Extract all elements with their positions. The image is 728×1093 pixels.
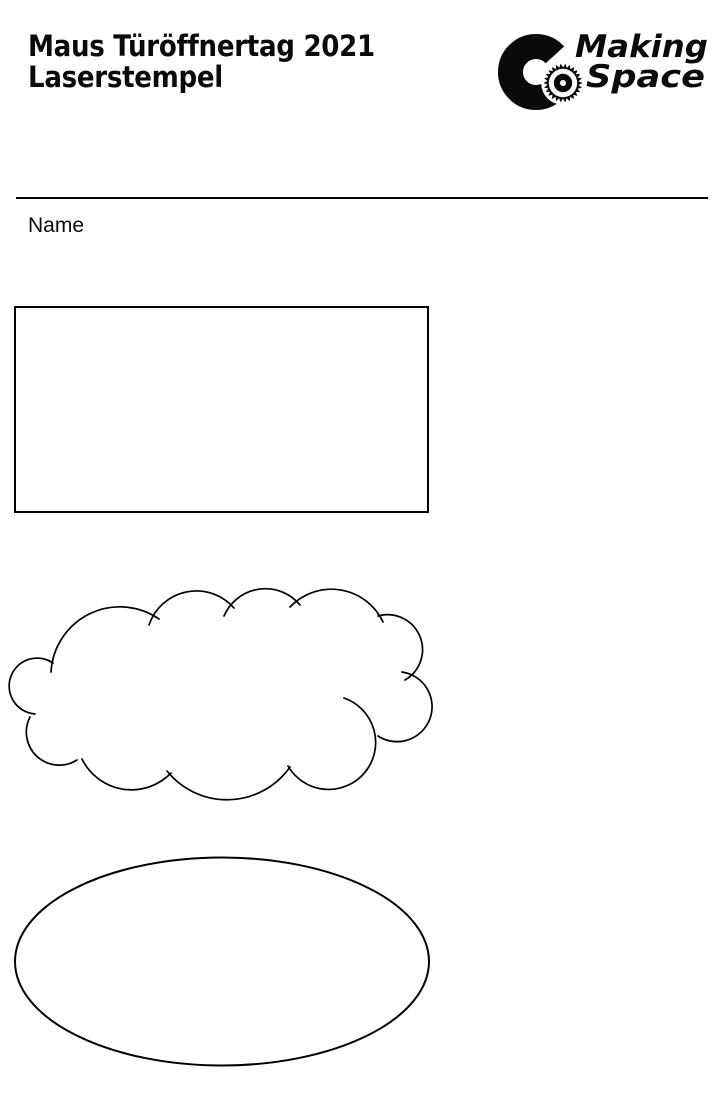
stamp-shape-ellipse bbox=[0, 845, 445, 1080]
comaking-space-logo-svg bbox=[494, 22, 714, 114]
logo-word-space: Space bbox=[586, 59, 705, 95]
title-line-1: Maus Türöffnertag 2021 bbox=[28, 29, 375, 63]
gear-icon-center-hole bbox=[560, 80, 566, 86]
page-title bbox=[28, 31, 375, 93]
name-label: Name bbox=[28, 214, 85, 237]
cloud-outline bbox=[9, 589, 432, 800]
ellipse-outline bbox=[15, 858, 429, 1066]
logo-word-making: Making bbox=[575, 29, 708, 65]
comaking-space-logo bbox=[494, 22, 714, 114]
stamp-shape-cloud bbox=[0, 580, 445, 810]
header-divider bbox=[16, 197, 708, 199]
stamp-shape-rectangle bbox=[14, 306, 429, 513]
title-line-2: Laserstempel bbox=[28, 60, 223, 94]
